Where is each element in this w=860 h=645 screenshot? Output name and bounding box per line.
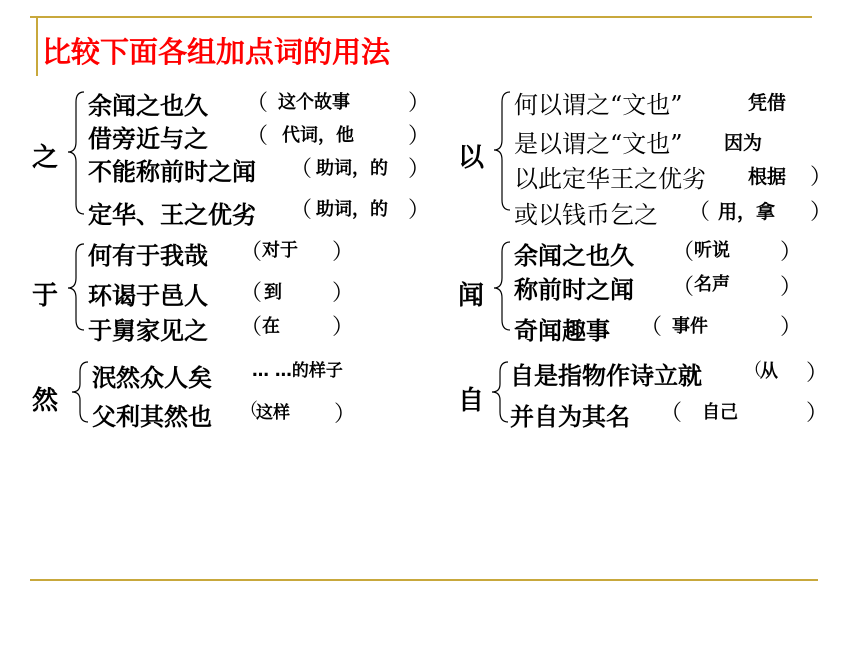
cue-char-wen: 闻 [458, 281, 485, 311]
yi-item-4-paren-close: ） [810, 200, 833, 225]
yu-item-3-paren-open: （ [240, 315, 263, 340]
wen-item-3-paren-close: ） [780, 315, 803, 340]
zhi-item-3-paren-close: ） [408, 157, 431, 182]
yu-item-2-answer: 到 [264, 282, 282, 303]
cue-char-ran: 然 [32, 386, 59, 416]
wen-item-2-paren-close: ） [780, 275, 803, 300]
zhi-item-1-text: 余闻之也久 [88, 92, 208, 120]
yu-item-1-paren-close: ） [332, 240, 355, 265]
yi-item-3-paren-close: ） [810, 165, 833, 190]
ran-item-2-answer: 这样 [256, 403, 290, 423]
zhi-item-3-answer: 助词，的 [316, 158, 388, 179]
zhi-item-4-answer: 助词，的 [316, 199, 388, 220]
brace-yi [490, 88, 512, 214]
zi-item-2-answer: 自己 [702, 402, 738, 423]
zhi-item-4-paren-close: ） [408, 198, 431, 223]
yu-item-3-text: 于舅家见之 [88, 317, 208, 345]
ran-item-1-text: 泯然众人矣 [92, 364, 212, 392]
yi-item-3-answer: 根据 [748, 166, 787, 188]
zhi-item-3-paren-open: （ [290, 157, 313, 182]
zhi-item-1-paren-close: ） [408, 91, 431, 116]
brace-wen [490, 238, 512, 334]
zhi-item-2-text: 借旁近与之 [88, 125, 208, 153]
yu-item-1-answer: 对于 [262, 240, 298, 261]
zi-item-1-text: 自是指物作诗立就 [510, 362, 702, 390]
top-border-line [30, 16, 812, 18]
zhi-item-2-answer: 代词，他 [282, 125, 354, 146]
brace-yu [64, 240, 86, 332]
yu-item-2-paren-close: ） [332, 281, 355, 306]
yu-item-1-paren-open: （ [240, 240, 263, 265]
zi-item-1-paren-open: （ [744, 360, 762, 381]
yu-item-1-text: 何有于我哉 [88, 242, 208, 270]
zhi-item-1-paren-open: （ [246, 91, 269, 116]
yi-item-2-answer: 因为 [724, 132, 763, 154]
bottom-border-line [30, 579, 818, 581]
zi-item-2-paren-close: ） [806, 401, 829, 426]
zhi-item-4-text: 定华、王之优劣 [88, 201, 256, 229]
wen-item-1-paren-close: ） [780, 240, 803, 265]
ran-item-1-answer: … …的样子 [252, 361, 343, 381]
ran-item-2-paren-close: ） [334, 402, 357, 427]
yu-item-2-paren-open: （ [240, 281, 263, 306]
zi-item-2-text: 并自为其名 [510, 403, 630, 431]
cue-char-zhi: 之 [32, 143, 59, 173]
brace-zhi [64, 88, 86, 218]
yi-item-1-answer: 凭借 [748, 92, 787, 114]
yi-item-4-paren-open: （ [688, 200, 711, 225]
brace-zi [488, 358, 510, 426]
zhi-item-2-paren-close: ） [408, 124, 431, 149]
yi-item-1-text: 何以谓之“文也” [514, 91, 683, 119]
yu-item-3-paren-close: ） [332, 315, 355, 340]
zhi-item-1-answer: 这个故事 [278, 92, 350, 113]
wen-item-3-answer: 事件 [672, 316, 708, 337]
cue-char-zi: 自 [458, 386, 485, 416]
ran-item-2-paren-open: （ [240, 400, 258, 421]
yi-item-2-text: 是以谓之“文也” [514, 130, 683, 158]
yu-item-2-text: 环谒于邑人 [88, 282, 208, 310]
yi-item-3-text: 以此定华王之优劣 [514, 165, 706, 193]
zi-item-2-paren-open: （ [660, 401, 683, 426]
left-border-line [36, 18, 38, 76]
cue-char-yi: 以 [458, 143, 485, 173]
yu-item-3-answer: 在 [262, 316, 280, 337]
zhi-item-4-paren-open: （ [290, 198, 313, 223]
zhi-item-2-paren-open: （ [246, 124, 269, 149]
wen-item-3-paren-open: （ [640, 315, 663, 340]
ran-item-2-text: 父利其然也 [92, 403, 212, 431]
page-title: 比较下面各组加点词的用法 [42, 35, 391, 69]
wen-item-2-text: 称前时之闻 [514, 276, 634, 304]
wen-item-3-text: 奇闻趣事 [514, 317, 610, 345]
yi-item-4-answer: 用，拿 [718, 201, 776, 223]
wen-item-1-text: 余闻之也久 [514, 242, 634, 270]
wen-item-1-answer: 听说 [694, 240, 730, 261]
wen-item-2-paren-open: （ [672, 275, 695, 300]
zi-item-1-paren-close: ） [806, 361, 829, 386]
zi-item-1-answer: 从 [760, 361, 778, 382]
wen-item-1-paren-open: （ [672, 240, 695, 265]
zhi-item-3-text: 不能称前时之闻 [88, 158, 256, 186]
brace-ran [68, 358, 90, 426]
cue-char-yu: 于 [32, 281, 59, 311]
wen-item-2-answer: 名声 [694, 274, 730, 295]
yi-item-4-text: 或以钱币乞之 [514, 201, 658, 229]
